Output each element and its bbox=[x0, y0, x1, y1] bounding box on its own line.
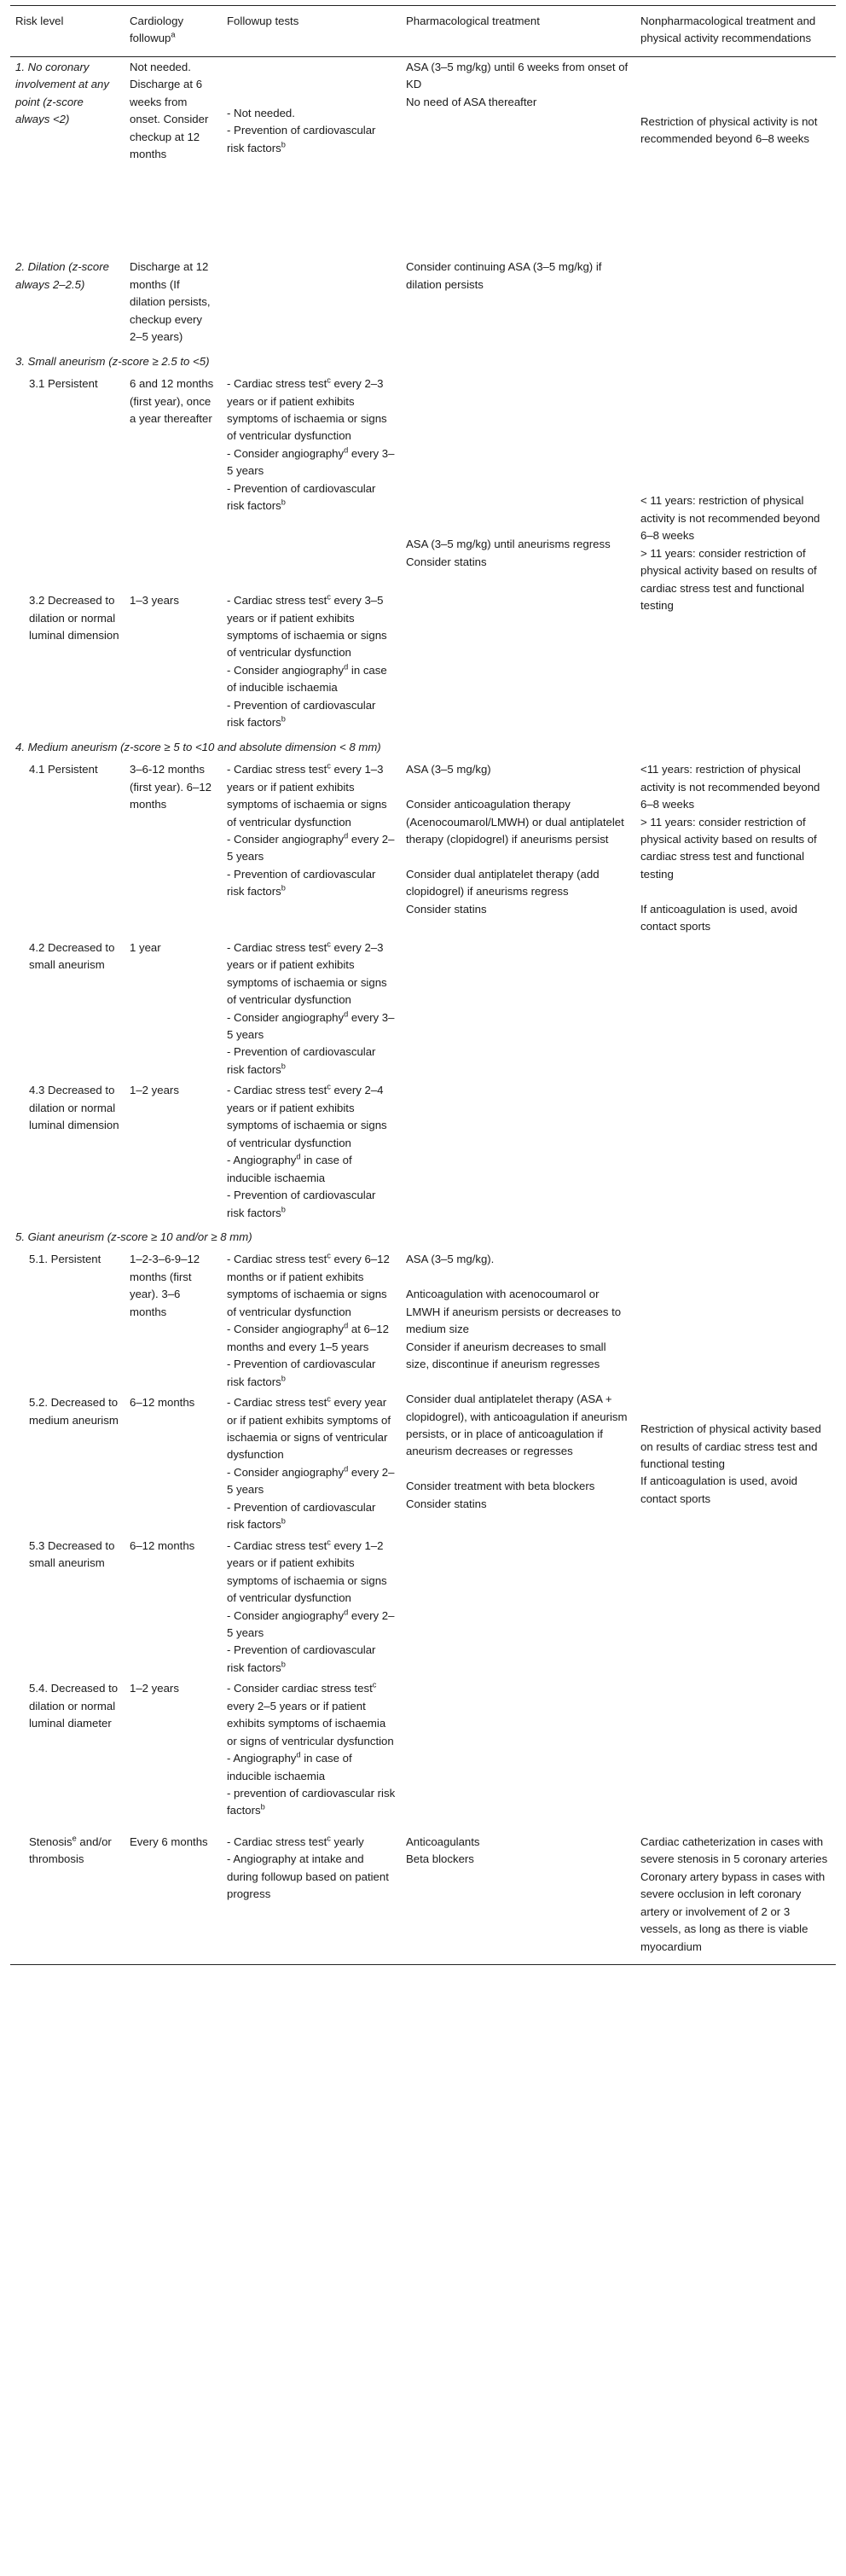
table-header bbox=[10, 6, 836, 57]
risk-cell: 4.2 Decreased to small aneurism bbox=[29, 940, 115, 972]
tests-cell: - Cardiac stress test$^c$ yearly - Angiography at intake and during followup based on patient progress bbox=[222, 1822, 401, 1965]
nonpharma-cell: Restriction of physical activity is not recommended beyond 6–8 weeks bbox=[640, 114, 818, 146]
risk-cell: 3.2 Decreased to dilation or normal luminal dimension bbox=[29, 594, 119, 643]
cardio-cell: Not needed. Discharge at 6 weeks from onset. Consider checkup at 12 months bbox=[130, 60, 209, 161]
nonpharma-cell bbox=[635, 1249, 836, 1393]
cardio-cell: 3–6-12 months (first year). 6–12 months bbox=[130, 763, 212, 811]
cardio-cell: 1–2 years bbox=[130, 1084, 179, 1097]
section-title: 3. Small aneurism (z-score ≥ 2.5 to <5) bbox=[15, 354, 210, 368]
tests-cell: - Cardiac stress test$^c$ every 2–4 years or if patient exhibits symptoms of ischaemia or signs of ventricular dysfunction - Angiography$^d$ in case of inducible ischaemia - Prevention of cardiovascular risk factors$^b$ bbox=[227, 1082, 387, 1219]
cardio-cell: Every 6 months bbox=[125, 1822, 222, 1965]
cardio-cell: 6–12 months bbox=[130, 1538, 195, 1552]
footnote-marker: a bbox=[171, 31, 176, 40]
cardio-cell: 1–2-3–6-9–12 months (first year). 3–6 months bbox=[130, 1253, 200, 1318]
header-followup-tests: Followup tests bbox=[222, 6, 401, 57]
pharma-cell bbox=[401, 938, 635, 1081]
section-title: 4. Medium aneurism (z-score ≥ 5 to <10 and absolute dimension < 8 mm) bbox=[15, 740, 381, 753]
risk-cell: 4.1 Persistent bbox=[29, 763, 98, 776]
tests-cell: - Cardiac stress test$^c$ every 1–3 years or if patient exhibits symptoms of ischaemia or signs of ventricular dysfunction - Consider angiography$^d$ every 2–5 years - Prevention of cardiovascular risk factors$^b$ bbox=[227, 761, 395, 898]
cardio-cell: 6 and 12 months (first year), once a year thereafter bbox=[130, 377, 214, 426]
risk-cell: 5.4. Decreased to dilation or normal luminal diameter bbox=[29, 1682, 119, 1730]
pharma-cell bbox=[401, 1536, 635, 1679]
nonpharma-cell: Restriction of physical activity based on results of cardiac stress test and functional testing If anticoagulation is used, avoid contact sports bbox=[640, 1422, 821, 1505]
risk-cell: 2. Dilation (z-score always 2–2.5) bbox=[15, 260, 109, 291]
table-row bbox=[10, 1080, 836, 1224]
section-header-row bbox=[10, 734, 836, 759]
table-row bbox=[10, 759, 836, 938]
section-title: 5. Giant aneurism (z-score ≥ 10 and/or ≥ 8 mm) bbox=[15, 1230, 252, 1243]
nonpharma-cell bbox=[635, 1080, 836, 1224]
cardio-cell: 1–2 years bbox=[130, 1682, 179, 1695]
risk-cell: Stenosis$^e$ and/or thrombosis bbox=[10, 1822, 125, 1965]
nonpharma-cell: Cardiac catheterization in cases with severe stenosis in 5 coronary arteries Coronary artery bypass in cases with severe occlusion in left coronary artery or involvement of 2 or 3 vessels, as long as there is viable myocardium bbox=[635, 1822, 836, 1965]
table-row bbox=[10, 1822, 836, 1965]
risk-cell: 5.1. Persistent bbox=[29, 1253, 101, 1266]
header-cardiology-followup: Cardiology followup$^a$ bbox=[125, 6, 222, 57]
pharma-cell: ASA (3–5 mg/kg) Consider anticoagulation therapy (Acenocoumarol/LMWH) or dual antiplatelet therapy (clopidogrel) if aneurisms persist Consider dual antiplatelet therapy (add clopidogrel) if aneurisms regress Consider statins bbox=[406, 763, 624, 916]
cardio-cell: 1 year bbox=[130, 940, 161, 954]
pharma-cell: Anticoagulants Beta blockers bbox=[401, 1822, 635, 1965]
pharma-cell: ASA (3–5 mg/kg) until 6 weeks from onset of KD No need of ASA thereafter bbox=[406, 60, 629, 108]
cardio-cell: Discharge at 12 months (If dilation persists, checkup every 2–5 years) bbox=[130, 260, 211, 344]
nonpharma-cell: <11 years: restriction of physical activity is not recommended beyond 6–8 weeks > 11 years: consider restriction of physical activity based on results of cardiac stress test and functional testing If anticoagulation is used, avoid contact sports bbox=[640, 763, 820, 933]
tests-cell: - Cardiac stress test$^c$ every 1–2 years or if patient exhibits symptoms of ischaemia or signs of ventricular dysfunction - Consider angiography$^d$ every 2–5 years - Prevention of cardiovascular risk factors$^b$ bbox=[227, 1538, 395, 1674]
nonpharma-cell bbox=[635, 1678, 836, 1822]
table-row bbox=[10, 1678, 836, 1822]
tests-cell: - Cardiac stress test$^c$ every 3–5 years or if patient exhibits symptoms of ischaemia or signs of ventricular dysfunction - Consider angiography$^d$ in case of inducible ischaemia - Prevention of cardiovascular risk factors$^b$ bbox=[227, 592, 387, 730]
pharma-cell: ASA (3–5 mg/kg). Anticoagulation with acenocoumarol or LMWH if aneurism persists or decreases to medium size Consider if aneurism decreases to small size, discontinue if aneurism regresses Consider dual antiplatelet therapy (ASA + clopidogrel), with anticoagulation if aneurism persists, or in place of anticoagulation if aneurism decreases or regresses Consider treatment with beta blockers Consider statins bbox=[406, 1253, 628, 1510]
pharma-cell bbox=[401, 1678, 635, 1822]
risk-cell: 5.3 Decreased to small aneurism bbox=[29, 1538, 115, 1570]
cardio-cell: 6–12 months bbox=[130, 1396, 195, 1410]
header-nonpharmacological: Nonpharmacological treatment and physical activity recommendations bbox=[635, 6, 836, 57]
section-header-row bbox=[10, 348, 836, 374]
tests-cell: - Consider cardiac stress test$^c$ every 2–5 years or if patient exhibits symptoms of ischaemia or signs of ventricular dysfunction - Angiography$^d$ in case of inducible ischaemia - prevention of cardiovascular risk factors$^b$ bbox=[227, 1680, 396, 1817]
risk-cell: 4.3 Decreased to dilation or normal luminal dimension bbox=[29, 1084, 119, 1132]
pharma-cell bbox=[401, 1080, 635, 1224]
tests-cell: - Not needed. - Prevention of cardiovascular risk factors$^b$ bbox=[227, 106, 376, 154]
section-header-row bbox=[10, 1224, 836, 1249]
risk-cell: 3.1 Persistent bbox=[29, 377, 98, 391]
header-pharmacological: Pharmacological treatment bbox=[401, 6, 635, 57]
tests-cell: - Cardiac stress test$^c$ every year or if patient exhibits symptoms of ischaemia or signs of ventricular dysfunction - Consider angiography$^d$ every 2–5 years - Prevention of cardiovascular risk factors$^b$ bbox=[227, 1394, 395, 1532]
nonpharma-cell: < 11 years: restriction of physical activity is not recommended beyond 6–8 weeks > 11 years: consider restriction of physical activity based on results of cardiac stress test and functional testing bbox=[640, 494, 820, 613]
kawasaki-followup-table bbox=[10, 5, 836, 1965]
cardio-cell: 1–3 years bbox=[130, 594, 179, 608]
pharma-cell: Consider continuing ASA (3–5 mg/kg) if dilation persists bbox=[406, 260, 602, 291]
pharma-cell: ASA (3–5 mg/kg) until aneurisms regress Consider statins bbox=[406, 538, 611, 568]
header-risk-level: Risk level bbox=[10, 6, 125, 57]
risk-cell: 1. No coronary involvement at any point (z-score always <2) bbox=[15, 60, 109, 126]
table-row bbox=[10, 374, 836, 590]
risk-cell: 5.2. Decreased to medium aneurism bbox=[29, 1396, 119, 1427]
tests-cell: - Cardiac stress test$^c$ every 6–12 months or if patient exhibits symptoms of ischaemia or signs of ventricular dysfunction - Consider angiography$^d$ at 6–12 months and every 1–5 years - Prevention of cardiovascular risk factors$^b$ bbox=[227, 1252, 390, 1388]
table-row bbox=[10, 938, 836, 1081]
nonpharma-cell bbox=[635, 938, 836, 1081]
tests-cell: - Cardiac stress test$^c$ every 2–3 years or if patient exhibits symptoms of ischaemia or signs of ventricular dysfunction - Consider angiography$^d$ every 3–5 years - Prevention of cardiovascular risk factors$^b$ bbox=[227, 939, 395, 1076]
table-row bbox=[10, 56, 836, 257]
tests-cell: - Cardiac stress test$^c$ every 2–3 years or if patient exhibits symptoms of ischaemia or signs of ventricular dysfunction - Consider angiography$^d$ every 3–5 years - Prevention of cardiovascular risk factors$^b$ bbox=[227, 375, 395, 513]
table-row bbox=[10, 1249, 836, 1393]
